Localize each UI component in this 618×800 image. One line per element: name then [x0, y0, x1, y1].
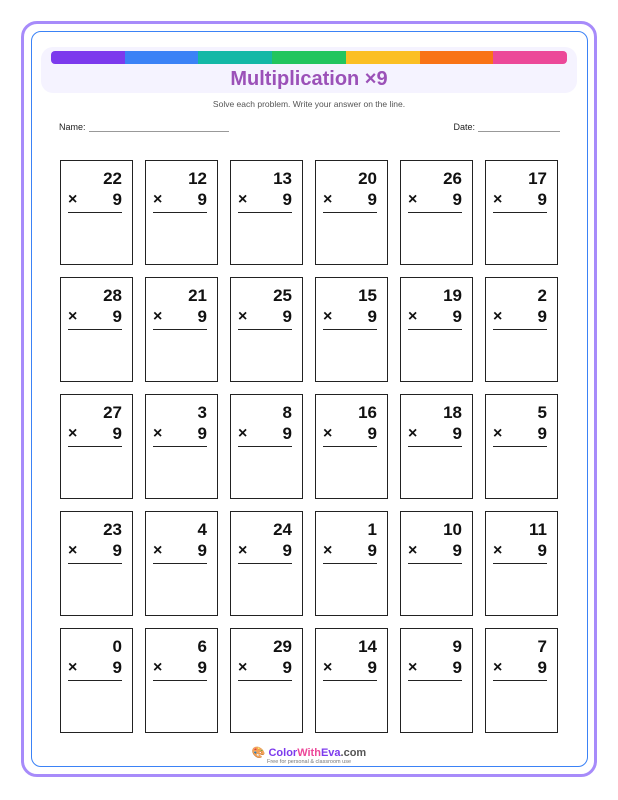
multiplicand: 19 — [443, 286, 462, 305]
answer-rule — [68, 680, 122, 681]
answer-rule — [238, 680, 292, 681]
answer-rule — [323, 680, 377, 681]
multiplicand: 26 — [443, 169, 462, 188]
problem-card[interactable] — [485, 160, 558, 265]
times-icon: × — [153, 542, 163, 559]
answer-rule — [493, 563, 547, 564]
multiplicand: 10 — [443, 520, 462, 539]
answer-rule — [68, 563, 122, 564]
multiplicand: 1 — [367, 520, 377, 539]
date-label: Date: — [453, 122, 475, 132]
problem-card[interactable] — [400, 277, 473, 382]
multiplicand: 22 — [103, 169, 122, 188]
multiplicand: 16 — [358, 403, 377, 422]
multiplier: 9 — [452, 541, 462, 560]
problem-card[interactable] — [60, 511, 133, 616]
multiplier: 9 — [197, 307, 207, 326]
footer-tagline: Free for personal & classroom use — [266, 759, 352, 765]
answer-rule — [68, 212, 122, 213]
rainbow-segment — [51, 51, 125, 64]
times-icon: × — [493, 425, 503, 442]
multiplicand: 27 — [103, 403, 122, 422]
rainbow-bar — [51, 51, 567, 64]
multiplicand: 8 — [282, 403, 292, 422]
multiplicand: 29 — [273, 637, 292, 656]
multiplier: 9 — [452, 658, 462, 677]
answer-rule — [153, 563, 207, 564]
footer — [0, 746, 618, 765]
multiplicand: 5 — [537, 403, 547, 422]
multiplier: 9 — [537, 307, 547, 326]
multiplier: 9 — [197, 658, 207, 677]
answer-rule — [68, 446, 122, 447]
date-field[interactable] — [453, 122, 560, 132]
multiplier: 9 — [537, 658, 547, 677]
problem-card[interactable] — [485, 394, 558, 499]
answer-rule — [408, 329, 462, 330]
multiplier: 9 — [367, 424, 377, 443]
multiplicand: 14 — [358, 637, 377, 656]
answer-rule — [408, 680, 462, 681]
multiplier: 9 — [282, 658, 292, 677]
multiplicand: 4 — [197, 520, 207, 539]
times-icon: × — [153, 425, 163, 442]
rainbow-segment — [198, 51, 272, 64]
times-icon: × — [323, 191, 333, 208]
times-icon: × — [323, 425, 333, 442]
brand-logo: 🎨 ColorWithEva.com — [251, 747, 367, 759]
rainbow-segment — [420, 51, 494, 64]
instructions: Solve each problem. Write your answer on the line. — [212, 99, 406, 109]
multiplicand: 20 — [358, 169, 377, 188]
problem-card[interactable] — [485, 628, 558, 733]
problem-card[interactable] — [315, 394, 388, 499]
times-icon: × — [238, 659, 248, 676]
problem-card[interactable] — [60, 160, 133, 265]
problem-card[interactable] — [315, 628, 388, 733]
problem-card[interactable] — [145, 511, 218, 616]
multiplier: 9 — [452, 190, 462, 209]
multiplier: 9 — [452, 424, 462, 443]
times-icon: × — [408, 425, 418, 442]
multiplicand: 3 — [197, 403, 207, 422]
answer-rule — [238, 212, 292, 213]
answer-rule — [323, 329, 377, 330]
times-icon: × — [323, 542, 333, 559]
times-icon: × — [68, 425, 78, 442]
multiplier: 9 — [112, 307, 122, 326]
times-icon: × — [493, 659, 503, 676]
answer-rule — [323, 446, 377, 447]
times-icon: × — [68, 659, 78, 676]
problem-grid — [60, 160, 558, 733]
times-icon: × — [238, 425, 248, 442]
multiplicand: 15 — [358, 286, 377, 305]
answer-rule — [493, 680, 547, 681]
multiplicand: 0 — [112, 637, 122, 656]
multiplier: 9 — [112, 541, 122, 560]
problem-card[interactable] — [485, 511, 558, 616]
multiplier: 9 — [197, 424, 207, 443]
answer-rule — [408, 446, 462, 447]
multiplier: 9 — [282, 190, 292, 209]
times-icon: × — [238, 308, 248, 325]
problem-card[interactable] — [315, 277, 388, 382]
times-icon: × — [323, 308, 333, 325]
multiplicand: 12 — [188, 169, 207, 188]
rainbow-segment — [493, 51, 567, 64]
multiplicand: 6 — [197, 637, 207, 656]
name-line[interactable] — [89, 122, 229, 132]
multiplier: 9 — [112, 190, 122, 209]
times-icon: × — [408, 308, 418, 325]
answer-rule — [493, 329, 547, 330]
answer-rule — [153, 680, 207, 681]
times-icon: × — [408, 659, 418, 676]
answer-rule — [323, 563, 377, 564]
answer-rule — [323, 212, 377, 213]
problem-card[interactable] — [145, 394, 218, 499]
times-icon: × — [408, 191, 418, 208]
times-icon: × — [68, 542, 78, 559]
rainbow-segment — [125, 51, 199, 64]
times-icon: × — [153, 191, 163, 208]
problem-card[interactable] — [400, 160, 473, 265]
problem-card[interactable] — [230, 394, 303, 499]
multiplicand: 7 — [537, 637, 547, 656]
times-icon: × — [323, 659, 333, 676]
problem-card[interactable] — [485, 277, 558, 382]
answer-rule — [153, 446, 207, 447]
times-icon: × — [68, 308, 78, 325]
problem-card[interactable] — [60, 628, 133, 733]
multiplier: 9 — [537, 190, 547, 209]
multiplicand: 21 — [188, 286, 207, 305]
answer-rule — [68, 329, 122, 330]
multiplier: 9 — [282, 541, 292, 560]
multiplicand: 23 — [103, 520, 122, 539]
multiplier: 9 — [537, 541, 547, 560]
answer-rule — [153, 212, 207, 213]
problem-card[interactable] — [145, 628, 218, 733]
problem-card[interactable] — [315, 160, 388, 265]
multiplier: 9 — [197, 541, 207, 560]
answer-rule — [408, 212, 462, 213]
multiplicand: 17 — [528, 169, 547, 188]
answer-rule — [493, 212, 547, 213]
multiplier: 9 — [452, 307, 462, 326]
problem-card[interactable] — [400, 394, 473, 499]
multiplicand: 13 — [273, 169, 292, 188]
multiplicand: 18 — [443, 403, 462, 422]
problem-card[interactable] — [230, 160, 303, 265]
multiplier: 9 — [282, 424, 292, 443]
multiplicand: 11 — [529, 520, 547, 539]
times-icon: × — [408, 542, 418, 559]
multiplier: 9 — [112, 424, 122, 443]
multiplier: 9 — [367, 307, 377, 326]
problem-card[interactable] — [230, 628, 303, 733]
problem-card[interactable] — [315, 511, 388, 616]
multiplicand: 9 — [452, 637, 462, 656]
answer-rule — [238, 563, 292, 564]
answer-rule — [408, 563, 462, 564]
multiplier: 9 — [537, 424, 547, 443]
times-icon: × — [238, 542, 248, 559]
multiplier: 9 — [197, 190, 207, 209]
multiplier: 9 — [367, 190, 377, 209]
answer-rule — [493, 446, 547, 447]
problem-card[interactable] — [145, 160, 218, 265]
name-field[interactable] — [59, 122, 229, 132]
problem-card[interactable] — [230, 277, 303, 382]
times-icon: × — [153, 308, 163, 325]
problem-card[interactable] — [60, 394, 133, 499]
problem-card[interactable] — [145, 277, 218, 382]
times-icon: × — [493, 542, 503, 559]
multiplicand: 28 — [103, 286, 122, 305]
times-icon: × — [238, 191, 248, 208]
rainbow-segment — [346, 51, 420, 64]
multiplier: 9 — [112, 658, 122, 677]
problem-card[interactable] — [60, 277, 133, 382]
multiplier: 9 — [282, 307, 292, 326]
rainbow-segment — [272, 51, 346, 64]
date-line[interactable] — [478, 122, 560, 132]
page-title: Multiplication ×9 — [230, 68, 388, 90]
answer-rule — [238, 446, 292, 447]
name-label: Name: — [59, 122, 86, 132]
times-icon: × — [68, 191, 78, 208]
times-icon: × — [153, 659, 163, 676]
answer-rule — [153, 329, 207, 330]
palette-icon: 🎨 — [251, 747, 266, 759]
multiplicand: 2 — [537, 286, 547, 305]
times-icon: × — [493, 191, 503, 208]
multiplier: 9 — [367, 658, 377, 677]
times-icon: × — [493, 308, 503, 325]
multiplicand: 25 — [273, 286, 292, 305]
multiplier: 9 — [367, 541, 377, 560]
problem-card[interactable] — [230, 511, 303, 616]
problem-card[interactable] — [400, 628, 473, 733]
problem-card[interactable] — [400, 511, 473, 616]
answer-rule — [238, 329, 292, 330]
multiplicand: 24 — [273, 520, 292, 539]
